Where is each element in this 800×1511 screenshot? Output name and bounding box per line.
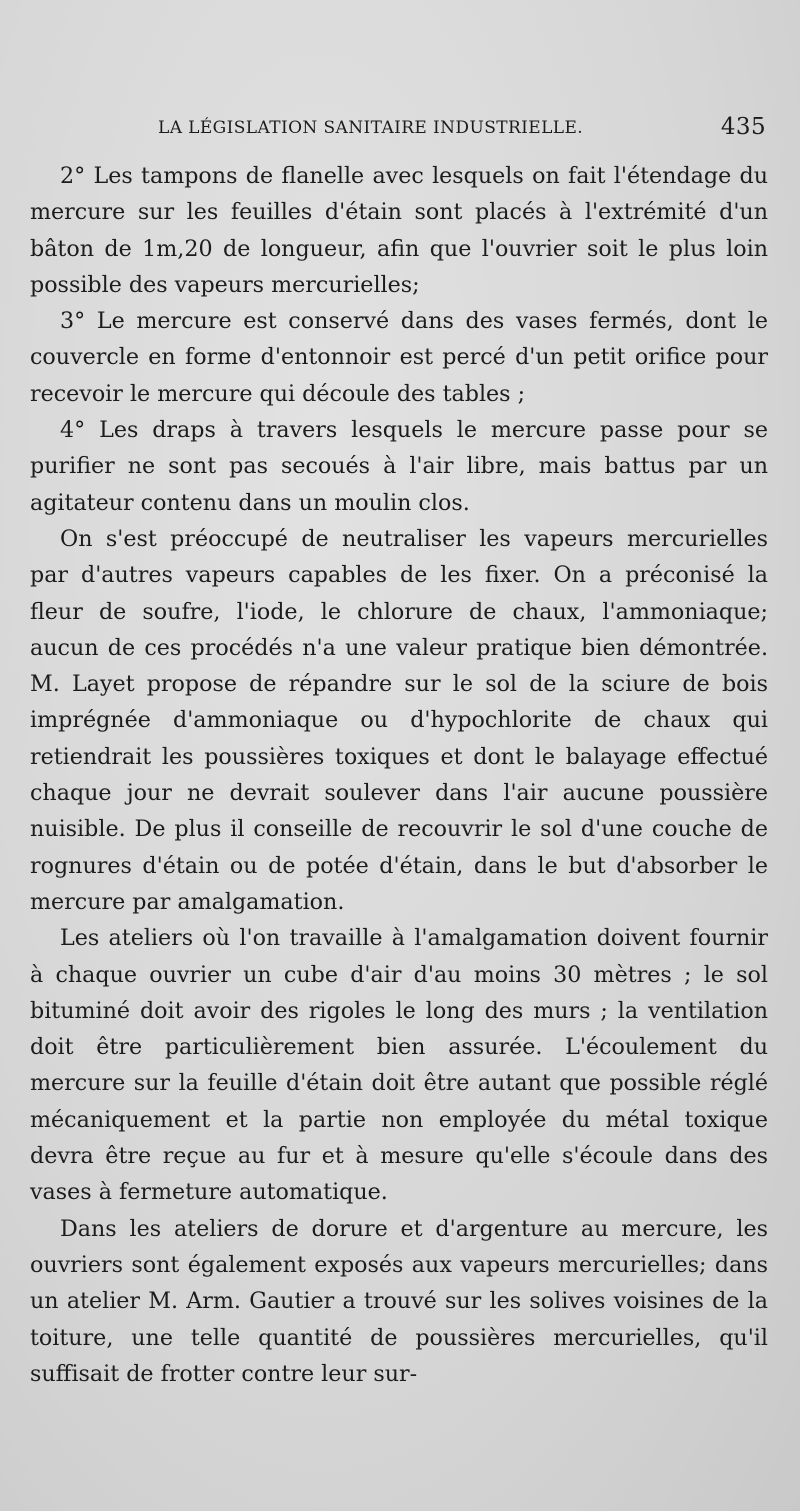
paragraph-item-4: 4° Les draps à travers lesquels le mercure passe pour se purifier ne sont pas secoués à l'air libre, mais battus par un agitateur contenu dans un moulin clos. xyxy=(30,417,768,516)
paragraph-ateliers-amalgamation: Les ateliers où l'on travaille à l'amalgamation doivent fournir à chaque ouvrier un cube d'air d'au moins 30 mètres ; le sol bituminé doit avoir des rigoles le long des murs ; la ventilation doit être particulièrement bien assurée. L'écoulement du mercure sur la feuille d'étain doit être autant que possible réglé mécaniquement et la partie non employée du métal toxique devra être reçue au fur et à mesure qu'elle s'écoule dans des vases à fermeture automatique. xyxy=(30,925,768,1206)
page-number: 435 xyxy=(720,114,766,140)
paragraph-item-2: 2° Les tampons de flanelle avec lesquels on fait l'étendage du mercure sur les feuilles d'étain sont placés à l'extrémité d'un bâton de 1m,20 de longueur, afin que l'ouvrier soit le plus loin possible des vapeurs mercurielles; xyxy=(30,163,768,298)
body-text xyxy=(30,158,768,1392)
running-header xyxy=(158,114,766,148)
running-title: LA LÉGISLATION SANITAIRE INDUSTRIELLE. xyxy=(158,118,584,138)
paragraph-neutralisation: On s'est préoccupé de neutraliser les vapeurs mercurielles par d'autres vapeurs capables de les fixer. On a préconisé la fleur de soufre, l'iode, le chlorure de chaux, l'ammoniaque; aucun de ces procédés n'a une valeur pratique bien démontrée. M. Layet propose de répandre sur le sol de la sciure de bois imprégnée d'ammoniaque ou d'hypochlorite de chaux qui retiendrait les poussières toxiques et dont le balayage effectué chaque jour ne devrait soulever dans l'air aucune poussière nuisible. De plus il conseille de recouvrir le sol d'une couche de rognures d'étain ou de potée d'étain, dans le but d'absorber le mercure par amalgamation. xyxy=(30,525,768,915)
paragraph-dorure-argenture: Dans les ateliers de dorure et d'argenture au mercure, les ouvriers sont également exposés aux vapeurs mercurielles; dans un atelier M. Arm. Gautier a trouvé sur les solives voisines de la toiture, une telle quantité de poussières mercurielles, qu'il suffisait de frotter contre leur sur- xyxy=(30,1215,768,1387)
paragraph-item-3: 3° Le mercure est conservé dans des vases fermés, dont le couvercle en forme d'entonnoir est percé d'un petit orifice pour recevoir le mercure qui découle des tables ; xyxy=(30,308,768,407)
